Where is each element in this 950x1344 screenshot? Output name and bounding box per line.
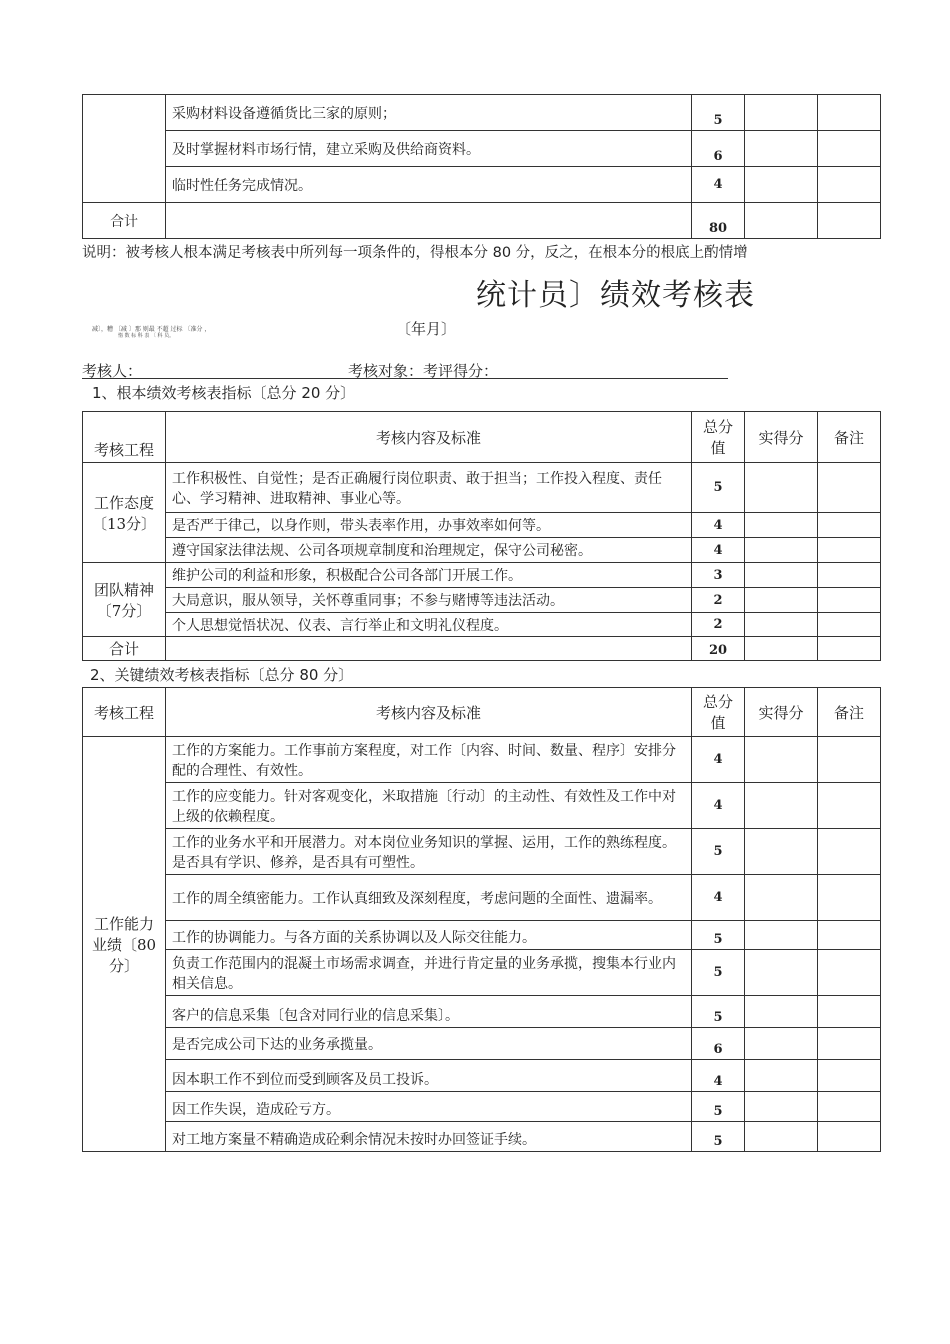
score-cell: 5 <box>692 463 745 513</box>
header-item: 考核工程 <box>83 688 166 737</box>
table-cell: 工作的周全缜密能力。工作认真细致及深刻程度，考虑问题的全面性、遗漏率。 <box>166 875 692 921</box>
table-cell: 对工地方案量不精确造成砼剩余情况未按时办回签证手续。 <box>166 1122 692 1152</box>
score-cell: 2 <box>692 613 745 637</box>
item-cell-empty <box>83 95 166 203</box>
assessor-label: 考核人： <box>82 362 143 380</box>
table-cell: 大局意识，服从领导，关怀尊重同事；不参与赌博等违法活动。 <box>166 588 692 613</box>
score-cell: 5 <box>692 950 745 996</box>
table-cell: 负责工作范围内的混凝土市场需求调查，并进行肯定量的业务承揽，搜集本行业内相关信息。 <box>166 950 692 996</box>
table-cell: 维护公司的利益和形象，积极配合公司各部门开展工作。 <box>166 563 692 588</box>
score-cell: 4 <box>692 875 745 921</box>
year-month: 〔年月〕 <box>396 320 457 338</box>
total-label: 合计 <box>83 637 166 661</box>
table-cell: 采购材料设备遵循货比三家的原则； <box>166 95 692 131</box>
table-cell: 因本职工作不到位而受到顾客及员工投诉。 <box>166 1060 692 1092</box>
small-note-sub: 惰 数 标 科 表 〔 科 员。 <box>118 333 175 339</box>
note-text: 说明：被考核人根本满足考核表中所列每一项条件的，得根本分 80 分，反之，在根本分的根底上酌情增 <box>82 245 748 261</box>
score-cell: 4 <box>692 1060 745 1092</box>
header-content: 考核内容及标准 <box>166 688 692 737</box>
target-label: 考核对象：考评得分： <box>348 362 499 380</box>
table-cell: 个人思想觉悟状况、仪表、言行举止和文明礼仪程度。 <box>166 613 692 637</box>
header-content: 考核内容及标准 <box>166 412 692 463</box>
score-cell: 5 <box>692 1092 745 1122</box>
table-cell: 是否完成公司下达的业务承揽量。 <box>166 1028 692 1060</box>
header-remark: 备注 <box>818 412 881 463</box>
score-cell: 4 <box>692 538 745 563</box>
score-cell: 4 <box>692 167 745 203</box>
score-cell: 5 <box>692 95 745 131</box>
table-cell: 临时性任务完成情况。 <box>166 167 692 203</box>
table-cell: 是否严于律己，以身作则，带头表率作用，办事效率如何等。 <box>166 513 692 538</box>
score-cell: 6 <box>692 131 745 167</box>
score-cell: 4 <box>692 513 745 538</box>
table-cell: 工作的协调能力。与各方面的关系协调以及人际交往能力。 <box>166 921 692 950</box>
score-cell: 5 <box>692 1122 745 1152</box>
header-total: 总分值 <box>692 412 745 463</box>
score-cell: 2 <box>692 588 745 613</box>
table-cell: 工作的方案能力。工作事前方案程度，对工作〔内容、时间、数量、程序〕安排分配的合理性、有效性。 <box>166 737 692 783</box>
score-cell: 3 <box>692 563 745 588</box>
header-actual: 实得分 <box>745 688 818 737</box>
total-score: 20 <box>692 637 745 661</box>
header-underline <box>82 378 728 379</box>
group-performance: 工作能力业绩〔80分〕 <box>83 737 166 1152</box>
section2-title: 2、关键绩效考核表指标〔总分 80 分〕 <box>90 666 354 684</box>
table-cell: 工作积极性、自觉性；是否正确履行岗位职责、敢于担当；工作投入程度、责任心、学习精神、进取精神、事业心等。 <box>166 463 692 513</box>
top-table <box>82 94 881 239</box>
score-cell: 5 <box>692 921 745 950</box>
score-cell: 5 <box>692 829 745 875</box>
group-attitude: 工作态度〔13分〕 <box>83 463 166 563</box>
header-actual: 实得分 <box>745 412 818 463</box>
score-cell: 4 <box>692 783 745 829</box>
table-cell: 因工作失误，造成砼亏方。 <box>166 1092 692 1122</box>
total-score: 80 <box>692 203 745 239</box>
header-total: 总分值 <box>692 688 745 737</box>
section1-table <box>82 411 881 661</box>
table-cell: 工作的业务水平和开展潜力。对本岗位业务知识的掌握、运用，工作的熟练程度。是否具有学识、修养，是否具有可塑性。 <box>166 829 692 875</box>
score-cell: 6 <box>692 1028 745 1060</box>
total-label: 合计 <box>83 203 166 239</box>
small-note: 减〕，糟 〔减 〕那 则最 不超 过标 〔准分 ， <box>92 326 211 333</box>
header-remark: 备注 <box>818 688 881 737</box>
table-cell: 及时掌握材料市场行情，建立采购及供给商资料。 <box>166 131 692 167</box>
table-cell: 遵守国家法律法规、公司各项规章制度和治理规定，保守公司秘密。 <box>166 538 692 563</box>
score-cell: 4 <box>692 737 745 783</box>
table-cell: 工作的应变能力。针对客观变化，米取措施〔行动〕的主动性、有效性及工作中对上级的依赖程度。 <box>166 783 692 829</box>
header-item: 考核工程 <box>83 412 166 463</box>
section1-title: 1、根本绩效考核表指标〔总分 20 分〕 <box>92 384 356 402</box>
page-title: 统计员〕绩效考核表 <box>476 278 755 313</box>
table-cell: 客户的信息采集〔包含对同行业的信息采集〕。 <box>166 996 692 1028</box>
score-cell: 5 <box>692 996 745 1028</box>
section2-table <box>82 687 881 1152</box>
group-team: 团队精神〔7分〕 <box>83 563 166 637</box>
